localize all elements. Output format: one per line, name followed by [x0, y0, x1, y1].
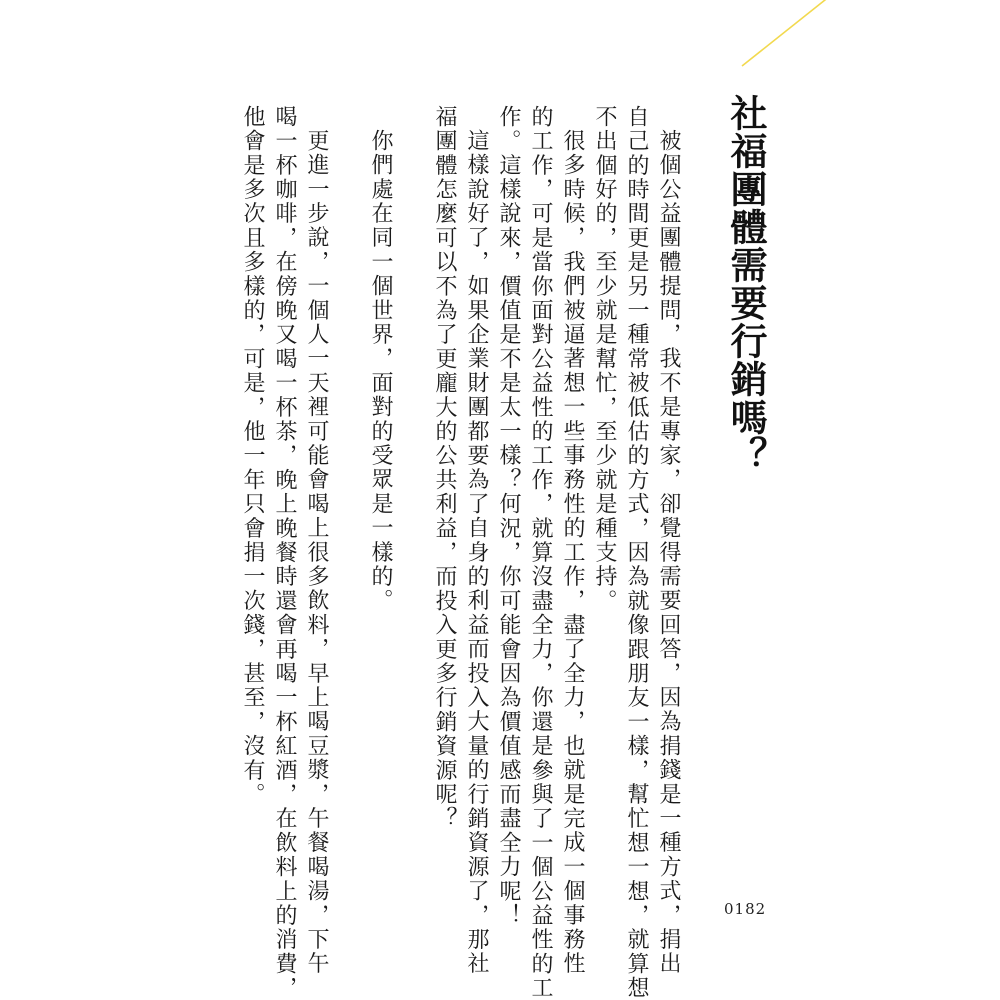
- text-column-6: 作。這樣說來，價值是不是太一樣？何況，你可能會因為價值感而盡全力呢！: [496, 105, 521, 928]
- text-column-3: 不出個好的，至少就是幫忙，至少就是種支持。: [592, 105, 617, 614]
- text-column-5: 的工作，可是當你面對公益性的工作，就算沒盡全力，你還是參與了一個公益性的工: [528, 105, 553, 1000]
- page-number: 0182: [724, 900, 767, 918]
- text-column-7: 這樣說好了，如果企業財團都要為了自身的利益而投入大量的行銷資源了，那社: [464, 129, 489, 976]
- chapter-title: 社福團體需要行銷嗎？: [724, 94, 768, 474]
- accent-line: [742, 0, 830, 66]
- text-column-1: 被個公益團體提問，我不是專家，卻覺得需要回答，因為捐錢是一種方式，捐出: [656, 129, 681, 976]
- text-column-9: 你們處在同一個世界，面對的受眾是一樣的。: [368, 129, 393, 613]
- text-column-12: 他會是多次且多樣的，可是，他一年只會捐一次錢，甚至，沒有。: [240, 105, 265, 807]
- text-column-2: 自己的時間更是另一種常被低估的方式，因為就像跟朋友一樣，幫忙想一想，就算想: [624, 105, 649, 1000]
- text-column-8: 福團體怎麼可以不為了更龐大的公共利益，而投入更多行銷資源呢？: [432, 105, 457, 831]
- text-column-10: 更進一步說，一個人一天裡可能會喝上很多飲料，早上喝豆漿，午餐喝湯，下午: [304, 129, 329, 976]
- text-column-11: 喝一杯咖啡，在傍晚又喝一杯茶，晚上晚餐時還會再喝一杯紅酒，在飲料上的消費，: [272, 105, 297, 1000]
- text-column-4: 很多時候，我們被逼著想一些事務性的工作，盡了全力，也就是完成一個事務性: [560, 129, 585, 976]
